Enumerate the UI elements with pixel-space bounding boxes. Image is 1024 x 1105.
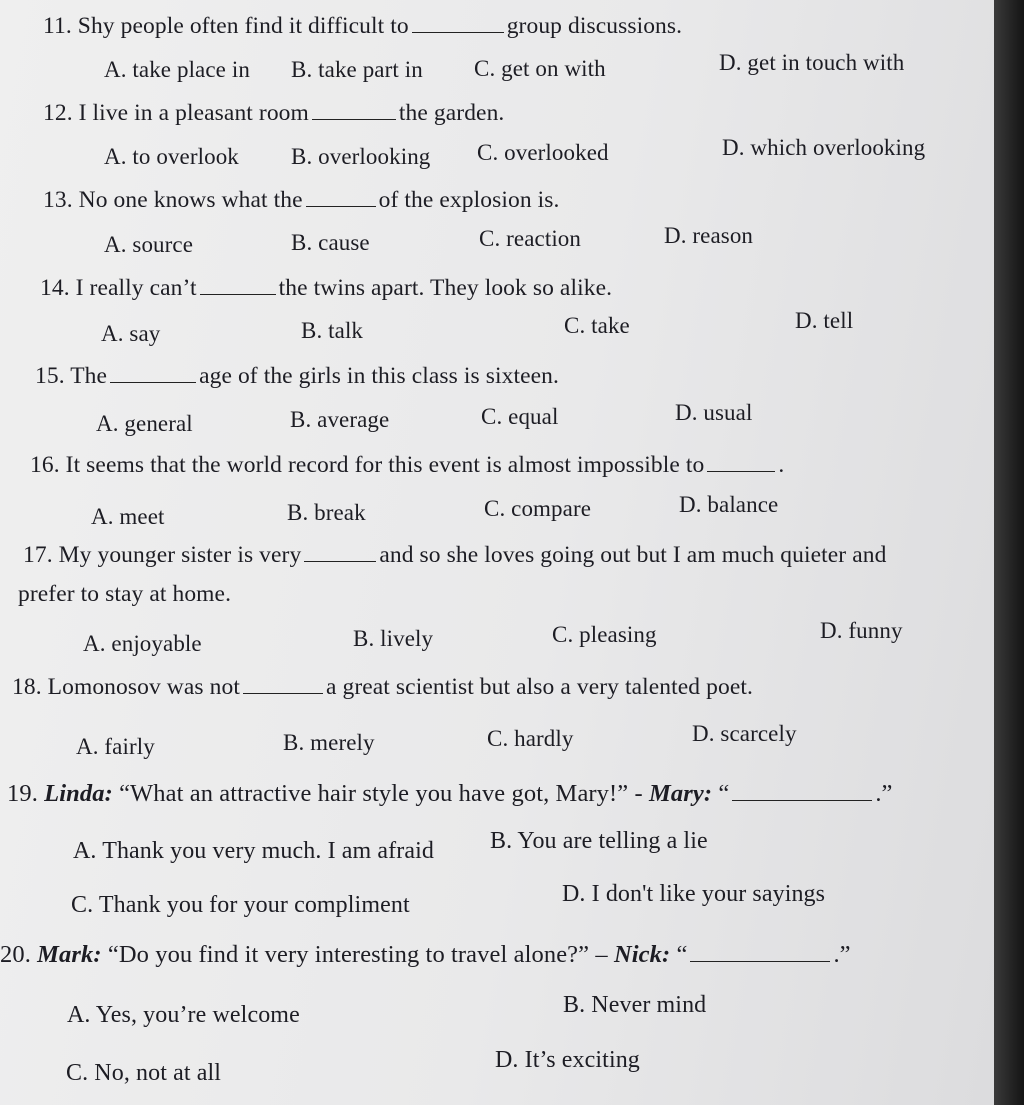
q17-option-a: A. enjoyable (83, 631, 202, 656)
question-14-text-start: 14. I really can’t (40, 275, 197, 301)
q18-option-a: A. fairly (76, 734, 155, 759)
q18-option-d: D. scarcely (692, 721, 797, 746)
question-20-line: “Do you find it very interesting to travel alone?” – (107, 941, 608, 968)
question-11-text-end: group discussions. (506, 13, 683, 39)
question-16-stem (30, 453, 784, 478)
q16-option-b: B. break (287, 500, 366, 525)
q11-option-a: A. take place in (104, 57, 250, 82)
question-15-stem (35, 364, 559, 389)
speaker-mary: Mary: (648, 780, 713, 807)
answer-blank (304, 543, 376, 562)
q16-option-d: D. balance (679, 492, 779, 517)
q12-option-b: B. overlooking (291, 144, 431, 169)
close-quote: .” (875, 780, 893, 807)
q17-option-b: B. lively (353, 626, 434, 651)
answer-blank (312, 101, 396, 120)
q12-option-a: A. to overlook (104, 144, 239, 169)
answer-blank (243, 675, 323, 694)
q19-option-d: D. I don't like your sayings (562, 881, 826, 907)
q18-option-b: B. merely (283, 730, 375, 755)
q15-option-b: B. average (290, 407, 390, 432)
answer-blank (690, 943, 830, 962)
question-18-stem (12, 675, 753, 700)
q16-option-c: C. compare (484, 496, 592, 521)
q13-option-b: B. cause (291, 230, 370, 255)
question-11-stem (43, 14, 682, 39)
close-quote: .” (833, 941, 851, 968)
question-11-text-start: 11. Shy people often find it difficult to (43, 13, 409, 39)
open-quote: “ (718, 780, 730, 807)
question-16-text-start: 16. It seems that the world record for this event is almost impossible to (30, 452, 705, 478)
answer-blank (707, 453, 775, 472)
question-13-stem (43, 188, 560, 213)
answer-blank (110, 364, 196, 383)
answer-blank (200, 276, 276, 295)
question-17-text-start: 17. My younger sister is very (23, 542, 302, 568)
question-19-line: “What an attractive hair style you have got, Mary!” - (119, 780, 643, 807)
question-18-text-start: 18. Lomonosov was not (12, 674, 240, 700)
question-19-stem (7, 782, 893, 807)
question-19-number: 19. (7, 780, 38, 807)
question-15-text-end: age of the girls in this class is sixteen. (199, 363, 559, 389)
question-12-stem (43, 101, 504, 126)
speaker-mark: Mark: (37, 941, 102, 968)
q12-option-d: D. which overlooking (722, 135, 926, 160)
q14-option-a: A. say (101, 321, 161, 346)
q20-option-c: C. No, not at all (66, 1060, 222, 1086)
question-14-stem (40, 276, 612, 301)
q15-option-a: A. general (96, 411, 193, 436)
answer-blank (732, 782, 872, 801)
question-17-stem-line2: prefer to stay at home. (18, 581, 232, 607)
question-17-text-end: and so she loves going out but I am much quieter and (379, 542, 887, 568)
q11-option-b: B. take part in (291, 57, 423, 82)
question-13-text-end: of the explosion is. (378, 187, 560, 213)
q11-option-c: C. get on with (474, 56, 606, 81)
open-quote: “ (676, 941, 688, 968)
question-12-text-end: the garden. (398, 100, 505, 126)
q16-option-a: A. meet (91, 504, 165, 529)
question-12-text-start: 12. I live in a pleasant room (43, 100, 309, 126)
q19-option-a: A. Thank you very much. I am afraid (73, 838, 434, 864)
q19-option-b: B. You are telling a lie (490, 828, 708, 854)
q15-option-c: C. equal (481, 404, 559, 429)
q20-option-a: A. Yes, you’re welcome (67, 1002, 300, 1028)
question-15-text-start: 15. The (35, 363, 108, 389)
speaker-linda: Linda: (44, 780, 113, 807)
q14-option-d: D. tell (795, 308, 854, 333)
q18-option-c: C. hardly (487, 726, 574, 751)
q19-option-c: C. Thank you for your compliment (71, 892, 410, 918)
question-14-text-end: the twins apart. They look so alike. (278, 275, 613, 301)
question-20-stem (0, 943, 851, 968)
question-13-text-start: 13. No one knows what the (43, 187, 303, 213)
q20-option-d: D. It’s exciting (495, 1047, 640, 1073)
question-18-text-end: a great scientist but also a very talented poet. (325, 674, 753, 700)
speaker-nick: Nick: (613, 941, 671, 968)
q13-option-d: D. reason (664, 223, 754, 248)
question-20-number: 20. (0, 941, 31, 968)
q17-option-d: D. funny (820, 618, 903, 643)
q15-option-d: D. usual (675, 400, 753, 425)
page-edge-shadow (994, 0, 1024, 1105)
q13-option-c: C. reaction (479, 226, 582, 251)
answer-blank (306, 188, 376, 207)
q14-option-c: C. take (564, 313, 630, 338)
question-17-stem (23, 543, 886, 568)
q14-option-b: B. talk (301, 318, 364, 343)
question-16-text-end: . (778, 452, 785, 478)
q17-option-c: C. pleasing (552, 622, 657, 647)
q13-option-a: A. source (104, 232, 194, 257)
q11-option-d: D. get in touch with (719, 50, 905, 75)
q12-option-c: C. overlooked (477, 140, 609, 165)
q20-option-b: B. Never mind (563, 992, 707, 1018)
answer-blank (412, 14, 504, 33)
